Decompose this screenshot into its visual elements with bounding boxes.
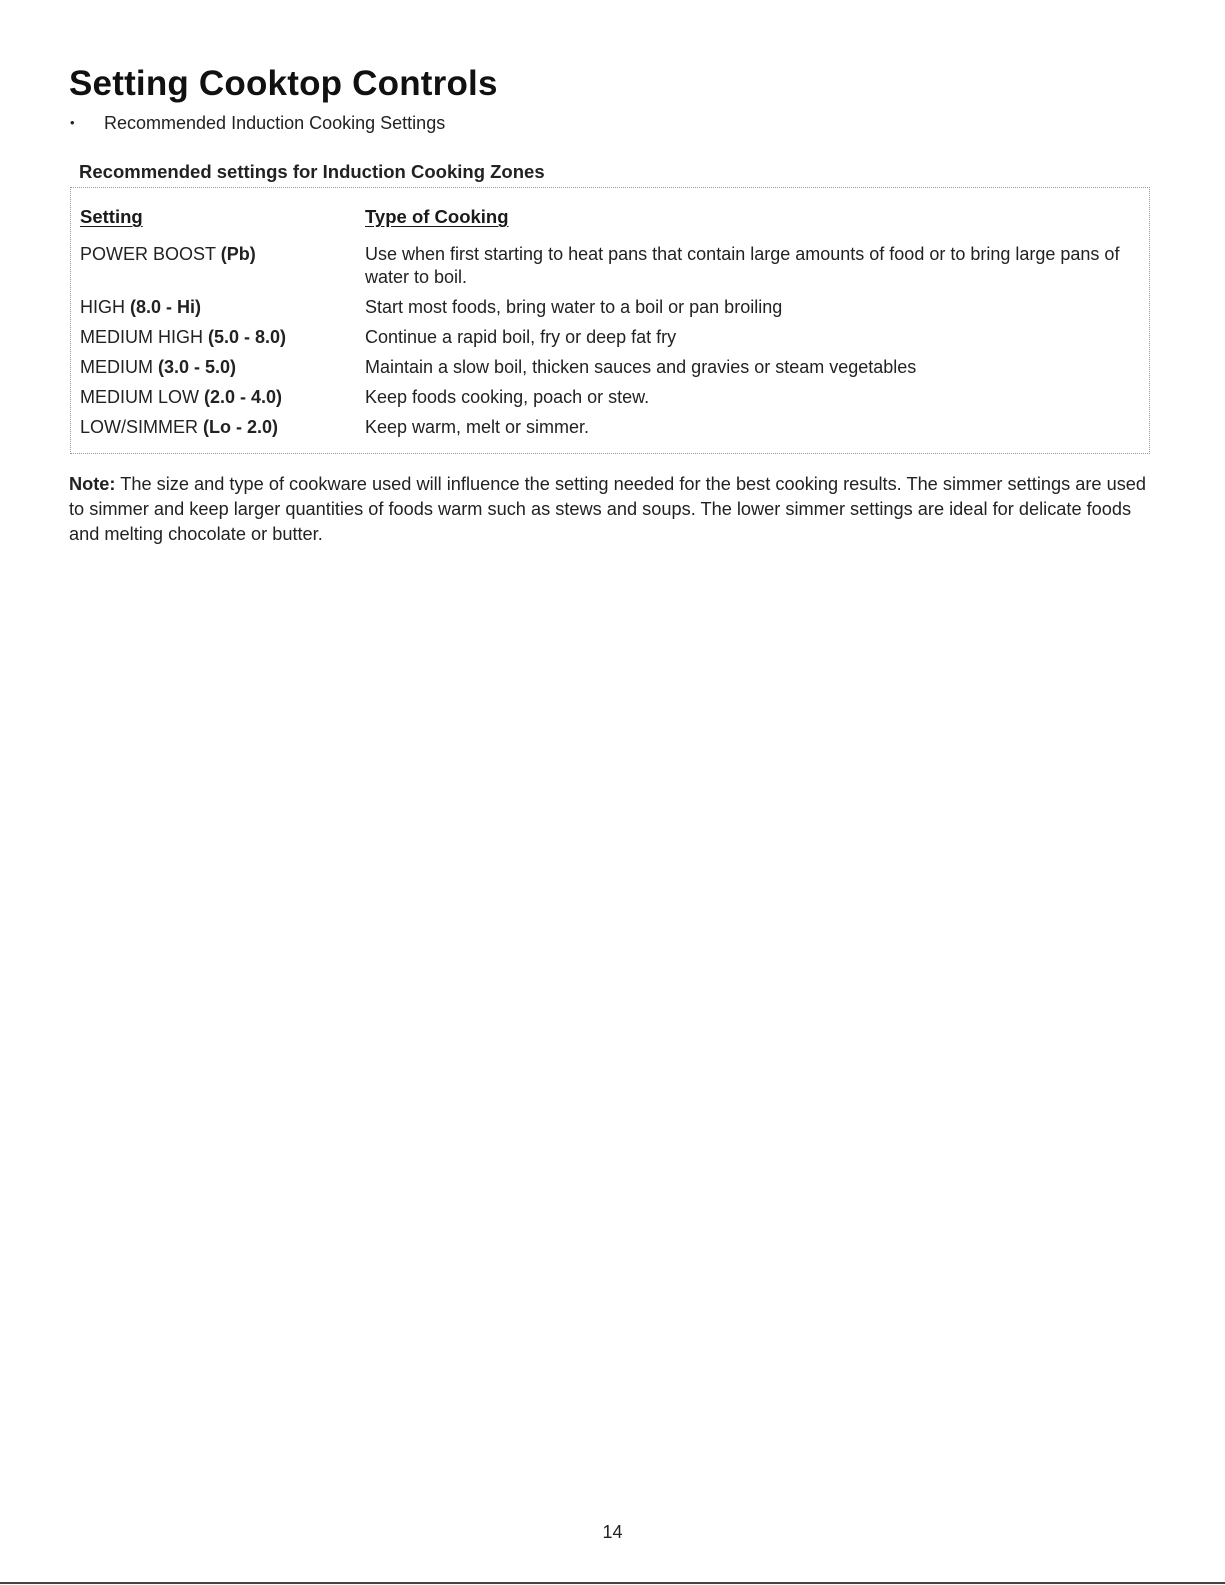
setting-range: (5.0 - 8.0) [208, 327, 287, 347]
setting-range: (2.0 - 4.0) [204, 387, 283, 407]
note-text: The size and type of cookware used will influence the setting needed for the best cooking results. The simmer settings are used to simmer and keep larger quantities of foods warm such as stews and soups. The lower simmer settings are ideal for delicate foods and melting chocolate or butter. [69, 474, 1147, 544]
setting-name: HIGH [80, 297, 125, 317]
cooking-cell: Start most foods, bring water to a boil or pan broiling [365, 297, 783, 317]
bottom-rule [0, 1582, 1225, 1584]
setting-range: (8.0 - Hi) [130, 297, 202, 317]
setting-cell [80, 326, 286, 349]
cooking-cell: Continue a rapid boil, fry or deep fat fry [365, 327, 677, 347]
page-number: 14 [602, 1522, 623, 1542]
setting-name: MEDIUM [80, 357, 153, 377]
note-label: Note: [69, 474, 116, 494]
cooking-cell: Maintain a slow boil, thicken sauces and gravies or steam vegetables [365, 357, 917, 377]
column-header-setting: Setting [80, 206, 143, 227]
setting-cell [80, 296, 201, 319]
bullet-text: Recommended Induction Cooking Settings [104, 113, 446, 133]
setting-cell [80, 356, 236, 379]
table-caption: Recommended settings for Induction Cooking Zones [79, 161, 545, 182]
bullet-icon: • [70, 115, 75, 130]
cooking-cell: Use when first starting to heat pans that contain large amounts of food or to bring large pans of water to boil. [365, 244, 1120, 287]
cooking-cell: Keep warm, melt or simmer. [365, 417, 590, 437]
setting-name: MEDIUM HIGH [80, 327, 203, 347]
cooking-cell: Keep foods cooking, poach or stew. [365, 387, 650, 407]
setting-range: (3.0 - 5.0) [158, 357, 237, 377]
bullet-item [70, 113, 445, 134]
setting-range: (Pb) [220, 244, 256, 264]
setting-cell [80, 416, 278, 439]
setting-cell [80, 243, 256, 266]
setting-cell [80, 386, 282, 409]
setting-name: POWER BOOST [80, 244, 216, 264]
settings-table [70, 187, 1150, 454]
setting-name: LOW/SIMMER [80, 417, 199, 437]
page-title: Setting Cooktop Controls [69, 64, 498, 103]
setting-range: (Lo - 2.0) [203, 417, 279, 437]
setting-name: MEDIUM LOW [80, 387, 199, 407]
column-header-cooking: Type of Cooking [365, 206, 509, 227]
note-paragraph [69, 472, 1154, 547]
